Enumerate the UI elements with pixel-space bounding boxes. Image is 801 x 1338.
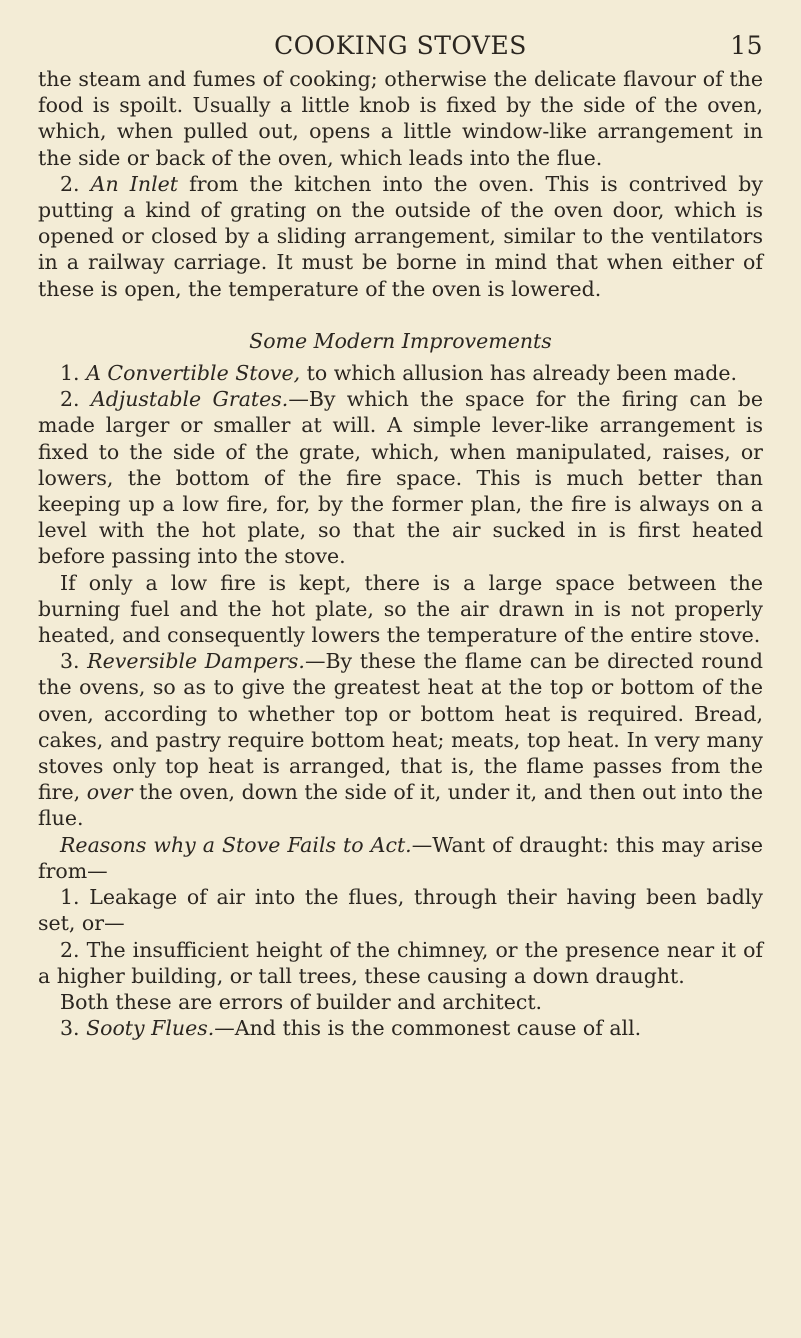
paragraph-sooty-flues [38, 1015, 763, 1041]
paragraph-text: the steam and fumes of cooking; otherwise the delicate flavour of the food is spoilt. Usually a little knob is fixed by the side of the oven, which, when pulled out, opens a little window-like arrangement in the side or back of the oven, which leads into the flue. [38, 67, 763, 170]
paragraph-errors [38, 989, 763, 1015]
running-head [38, 26, 763, 66]
paragraph-inlet [38, 171, 763, 302]
paragraph-low-fire [38, 570, 763, 649]
paragraph-oven-outlet [38, 66, 763, 171]
item-title: An Inlet [90, 171, 179, 196]
paragraph-reversible-dampers [38, 648, 763, 831]
item-text: —By these the flame can be directed round the ovens, so as to give the greatest heat at the top or bottom of the oven, according to whether top or bottom heat is required. Bread, cakes, and pastry require bottom heat; meats, top heat. In very many stoves only top heat is arranged, that is, the flame passes from the fire, [38, 649, 763, 805]
item-title: A Convertible Stove, [86, 361, 301, 386]
paragraph-reasons [38, 832, 763, 884]
paragraph-text: If only a low fire is kept, there is a large space between the burning fuel and the hot plate, so the air drawn in is not properly heated, and consequently lowers the temperature of the entire stove. [38, 570, 763, 648]
running-title: COOKING STOVES [274, 31, 527, 60]
item-text: from the kitchen into the oven. This is contrived by putting a kind of grating on the outside of the oven door, which is opened or closed by a sliding arrangement, similar to the ventilators in a railway carriage. It must be borne in mind that when either of these is open, the temperature of the oven is lowered. [38, 171, 763, 301]
paragraph-chimney [38, 937, 763, 989]
paragraph-text: 2. The insufficient height of the chimney, or the presence near it of a higher building, or tall trees, these causing a down draught. [38, 937, 763, 988]
paragraph-text: Both these are errors of builder and architect. [60, 989, 543, 1014]
paragraph-adjustable-grates [38, 386, 763, 569]
item-title: Adjustable Grates. [90, 387, 289, 412]
item-text: —By which the space for the firing can be made larger or smaller at will. A simple lever-like arrangement is fixed to the side of the grate, which, when manipulated, raises, or lowers, the bottom of the fire space. This is much better than keeping up a low fire, for, by the former plan, the fire is always on a level with the hot plate, so that the air sucked in is first heated before passing into the stove. [38, 387, 764, 569]
item-number: 3. [60, 1016, 87, 1041]
item-text: —Want of draught: this may arise from— [38, 832, 763, 883]
item-text: to which allusion has already been made. [300, 361, 738, 386]
item-title: Sooty Flues. [86, 1016, 215, 1041]
body-text [38, 66, 763, 1041]
emphasis-over: over [86, 780, 133, 805]
item-number: 3. [60, 649, 88, 674]
paragraph-convertible-stove [38, 360, 763, 386]
item-number: 2. [60, 387, 91, 412]
item-text: the oven, down the side of it, under it, and then out into the flue. [38, 780, 764, 831]
paragraph-text: 1. Leakage of air into the flues, through their having been badly set, or— [38, 885, 763, 936]
item-number: 1. [60, 361, 87, 386]
item-text: —And this is the commonest cause of all. [214, 1016, 642, 1041]
item-number: 2. [60, 171, 91, 196]
page-number: 15 [730, 31, 763, 60]
item-title: Reversible Dampers. [87, 649, 305, 674]
item-title: Reasons why a Stove Fails to Act. [60, 832, 412, 857]
paragraph-leakage [38, 884, 763, 936]
section-heading: Some Modern Improvements [249, 328, 552, 353]
